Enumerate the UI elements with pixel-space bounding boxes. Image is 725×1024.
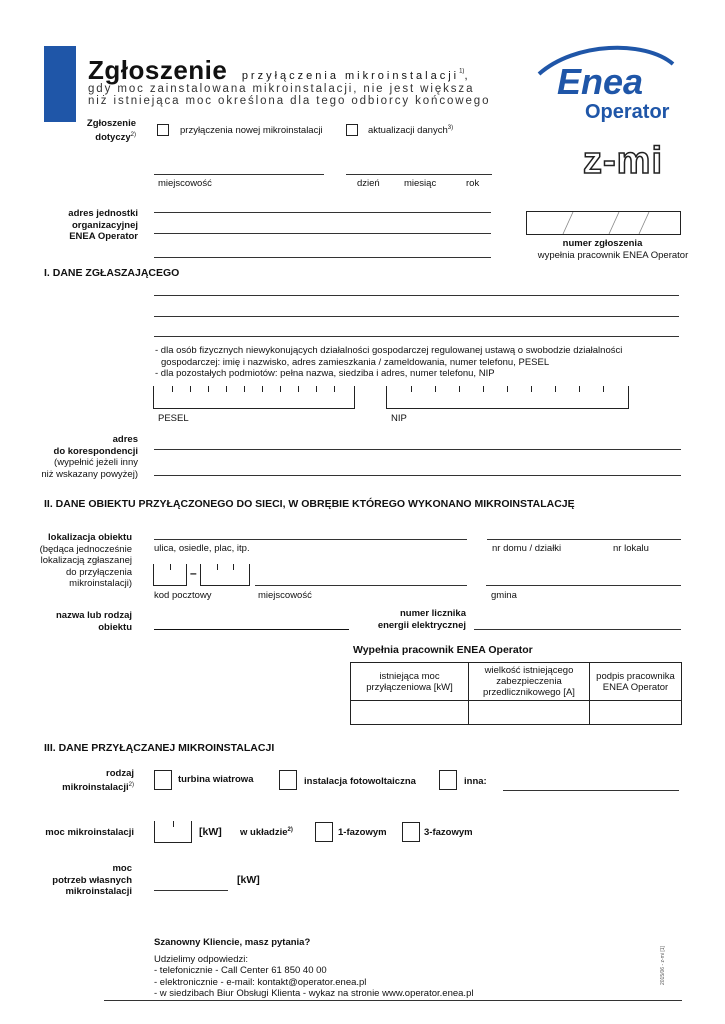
footer-side-code: 2015/06 - z-mi [1] bbox=[660, 946, 666, 985]
street-input-line[interactable] bbox=[154, 539, 467, 540]
concerns-label: Zgłoszenie dotyczy$^{2)}$ bbox=[86, 118, 136, 143]
staff-cell-fuse[interactable] bbox=[469, 701, 590, 725]
house-input-line[interactable] bbox=[487, 539, 681, 540]
system-label: w układzie$^{2)}$ bbox=[240, 827, 293, 839]
staff-cell-signature[interactable] bbox=[590, 701, 682, 725]
power-label: moc mikroinstalacji bbox=[45, 827, 134, 838]
commune-input-line[interactable] bbox=[486, 585, 681, 586]
section2-title: II. DANE OBIEKTU PRZYŁĄCZONEGO DO SIECI, W OBRĘBIE KTÓREGO WYKONANO MIKROINSTALACJĘ bbox=[44, 498, 575, 510]
number-note: wypełnia pracownik ENEA Operator bbox=[537, 250, 689, 261]
title-main: Zgłoszenie bbox=[88, 55, 228, 85]
postal-dash: – bbox=[190, 566, 197, 580]
city-caption: miejscowość bbox=[258, 590, 312, 601]
logo-enea-text: Enea bbox=[557, 61, 644, 102]
org-unit-line-2[interactable] bbox=[154, 233, 491, 234]
pesel-input[interactable] bbox=[153, 386, 355, 409]
postal-code-part1[interactable] bbox=[153, 564, 187, 586]
checkbox-update-data[interactable] bbox=[346, 124, 358, 136]
footer-intro: Udzielimy odpowiedzi: bbox=[154, 954, 248, 965]
option-update-label: aktualizacji danych$^{3)}$ bbox=[368, 125, 454, 137]
checkbox-wind-turbine[interactable] bbox=[154, 770, 172, 790]
applicant-line-1[interactable] bbox=[154, 295, 679, 296]
phase1-label: 1-fazowym bbox=[338, 827, 387, 838]
org-unit-line-1[interactable] bbox=[154, 212, 491, 213]
other-label: inna: bbox=[464, 776, 487, 787]
phase3-label: 3-fazowym bbox=[424, 827, 473, 838]
submission-number-box[interactable] bbox=[526, 211, 681, 235]
correspondence-line-2[interactable] bbox=[154, 475, 681, 476]
location-label: lokalizacja obiektu (będąca jednocześnie lokalizacją zgłaszanej do przyłączenia mikroinstalacji) bbox=[39, 532, 132, 589]
nip-caption: NIP bbox=[391, 413, 407, 424]
nip-input[interactable] bbox=[386, 386, 629, 409]
other-input-line[interactable] bbox=[503, 790, 679, 791]
applicant-notes: - dla osób fizycznych niewykonujących działalności gospodarczej regulowanej ustawą o swobodzie działalności gospodarczej: imię i nazwisko, adres zamieszkania / zameldowania, numer telefonu, PESEL - dla pozostałych podmiotów: pełna nazwa, siedziba i adres, numer telefonu, NIP bbox=[155, 345, 623, 379]
staff-col-power: istniejąca moc przyłączeniowa [kW] bbox=[351, 663, 469, 701]
wind-turbine-label: turbina wiatrowa bbox=[178, 774, 254, 785]
correspondence-line-1[interactable] bbox=[154, 449, 681, 450]
logo-operator-text: Operator bbox=[585, 101, 670, 122]
checkbox-new-microinstallation[interactable] bbox=[157, 124, 169, 136]
object-name-input-line[interactable] bbox=[154, 629, 349, 630]
number-label: numer zgłoszenia bbox=[562, 238, 643, 249]
date-input-line[interactable] bbox=[346, 174, 492, 175]
object-name-label: nazwa lub rodzaj obiektu bbox=[55, 610, 132, 633]
footer-phone: - telefonicznie - Call Center 61 850 40 00 bbox=[154, 965, 327, 977]
applicant-line-3[interactable] bbox=[154, 336, 679, 337]
type-label: rodzaj mikroinstalacji$^{2)}$ bbox=[62, 768, 134, 793]
checkbox-3-phase[interactable] bbox=[402, 822, 420, 842]
house-no-caption: nr domu / działki bbox=[492, 543, 562, 554]
own-needs-label: moc potrzeb własnych mikroinstalacji bbox=[52, 863, 132, 897]
own-needs-unit: [kW] bbox=[237, 874, 260, 886]
postal-code-part2[interactable] bbox=[200, 564, 250, 586]
enea-logo bbox=[535, 42, 685, 122]
staff-cell-power[interactable] bbox=[351, 701, 469, 725]
place-input-line[interactable] bbox=[154, 174, 324, 175]
correspondence-label: adres do korespondencji (wypełnić jeżeli inny niż wskazany powyżej) bbox=[41, 434, 138, 480]
title-rest: przyłączenia mikroinstalacji bbox=[241, 70, 460, 82]
blue-accent-bar bbox=[44, 46, 76, 122]
meter-number-input-line[interactable] bbox=[474, 629, 681, 630]
postal-caption: kod pocztowy bbox=[154, 590, 212, 601]
section3-title: III. DANE PRZYŁĄCZANEJ MIKROINSTALACJI bbox=[44, 742, 275, 754]
footer-email: - elektronicznie - e-mail: kontakt@operator.enea.pl bbox=[154, 976, 367, 988]
power-input[interactable] bbox=[154, 821, 192, 843]
org-unit-line-3[interactable] bbox=[154, 257, 491, 258]
staff-table bbox=[350, 662, 682, 725]
form-subtitle: gdy moc zainstalowana mikroinstalacji, nie jest większa niż istniejąca moc określona dla tego odbiorcy końcowego bbox=[88, 83, 491, 107]
staff-col-fuse: wielkość istniejącego zabezpieczenia przedlicznikowego [A] bbox=[469, 663, 590, 701]
own-needs-input-line[interactable] bbox=[154, 890, 228, 891]
pesel-caption: PESEL bbox=[158, 413, 189, 424]
checkbox-1-phase[interactable] bbox=[315, 822, 333, 842]
form-code: z-mi bbox=[583, 140, 663, 182]
checkbox-other[interactable] bbox=[439, 770, 457, 790]
street-caption: ulica, osiedle, plac, itp. bbox=[154, 543, 250, 554]
option-new-label: przyłączenia nowej mikroinstalacji bbox=[180, 125, 323, 136]
flat-no-caption: nr lokalu bbox=[613, 543, 649, 554]
city-input-line[interactable] bbox=[255, 585, 467, 586]
org-unit-label: adres jednostki organizacyjnej ENEA Operator bbox=[68, 208, 138, 242]
day-caption: dzień bbox=[357, 178, 380, 189]
place-caption: miejscowość bbox=[158, 178, 212, 189]
footer-bottom-rule bbox=[104, 1000, 682, 1001]
footer-contact bbox=[154, 954, 473, 999]
number-box-dividers bbox=[527, 212, 680, 234]
staff-table-title: Wypełnia pracownik ENEA Operator bbox=[353, 644, 533, 656]
meter-number-label: numer licznika energii elektrycznej bbox=[377, 608, 466, 631]
power-unit: [kW] bbox=[199, 826, 222, 838]
section1-title: I. DANE ZGŁASZAJĄCEGO bbox=[44, 267, 180, 279]
checkbox-photovoltaic[interactable] bbox=[279, 770, 297, 790]
applicant-line-2[interactable] bbox=[154, 316, 679, 317]
commune-caption: gmina bbox=[491, 590, 517, 601]
footer-office: - w siedzibach Biur Obsługi Klienta - wykaz na stronie www.operator.enea.pl bbox=[154, 987, 474, 999]
footer-question: Szanowny Kliencie, masz pytania? bbox=[154, 937, 311, 948]
form-title: Zgłoszenie przyłączenia mikroinstalacji$^{1)}$, bbox=[88, 55, 468, 85]
photovoltaic-label: instalacja fotowoltaiczna bbox=[304, 776, 416, 787]
month-caption: miesiąc bbox=[404, 178, 437, 189]
staff-col-signature: podpis pracownika ENEA Operator bbox=[590, 663, 682, 701]
year-caption: rok bbox=[466, 178, 480, 189]
